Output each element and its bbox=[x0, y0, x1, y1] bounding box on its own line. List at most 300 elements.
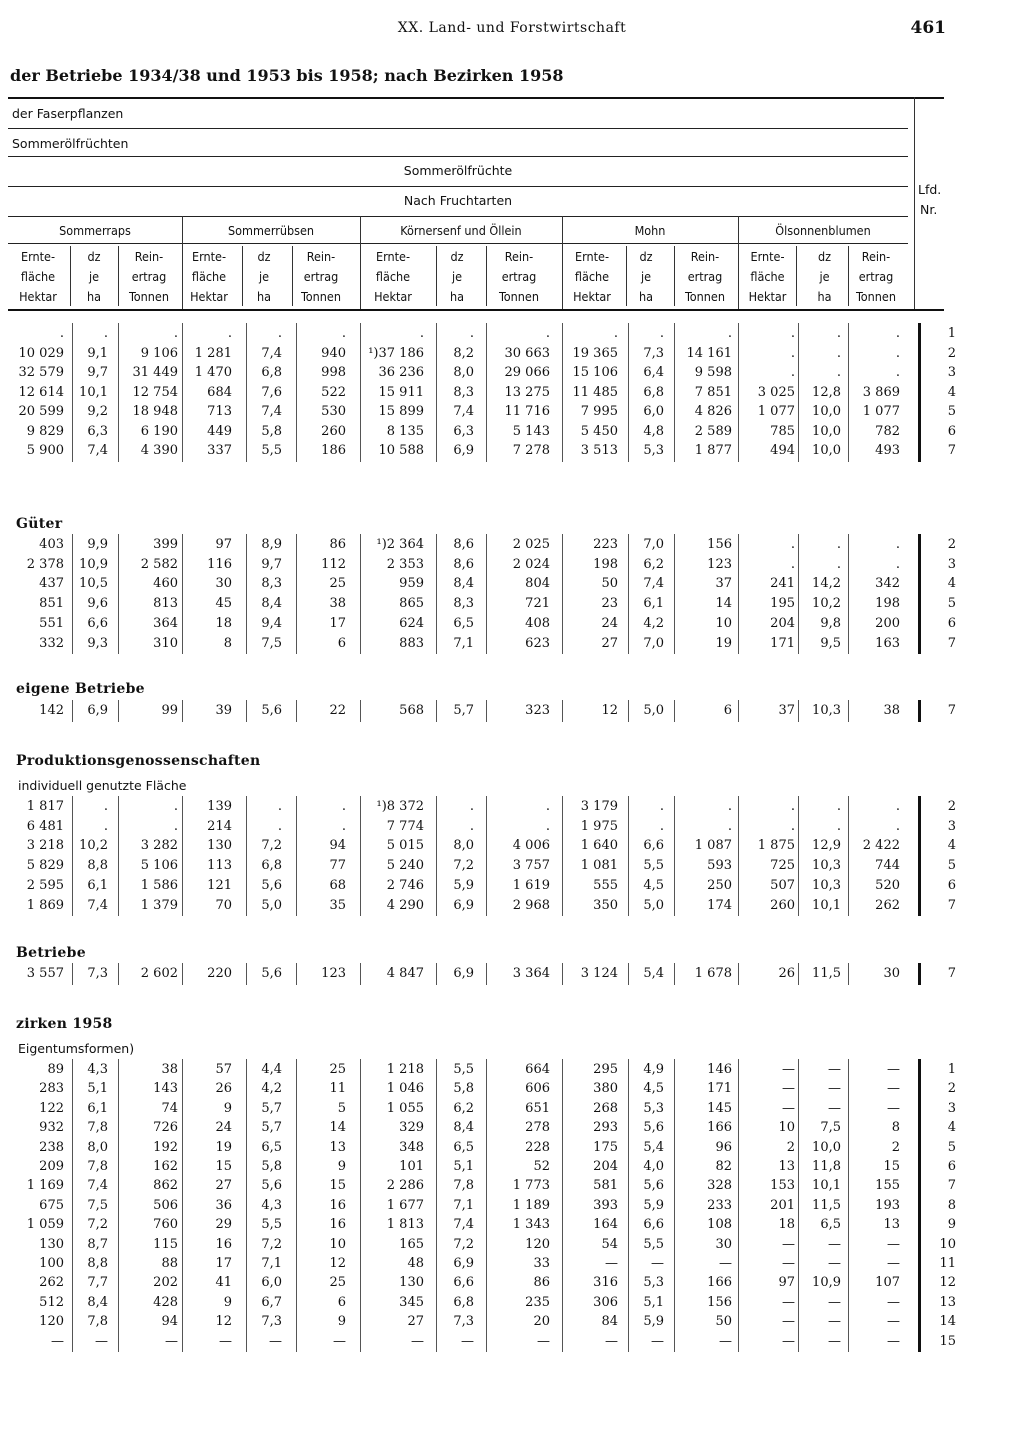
table-cell: 408 bbox=[525, 615, 550, 631]
header-rule bbox=[8, 216, 908, 217]
sub-header-text: Hektar bbox=[19, 289, 57, 304]
table-cell: 4,2 bbox=[261, 1081, 282, 1097]
table-cell: 4,5 bbox=[643, 877, 664, 893]
table-cell: — bbox=[411, 1333, 424, 1349]
table-cell: 6,1 bbox=[87, 1100, 108, 1116]
table-cell: 998 bbox=[321, 365, 346, 380]
table-cell: 130 bbox=[399, 1275, 424, 1291]
table-cell: 29 bbox=[215, 1217, 232, 1233]
row-number: 4 bbox=[947, 1120, 956, 1136]
table-cell: 1 189 bbox=[512, 1197, 550, 1213]
table-cell: 782 bbox=[875, 423, 900, 439]
table-cell: 9 106 bbox=[140, 345, 178, 361]
table-cell: 7,5 bbox=[87, 1197, 108, 1213]
table-cell: . bbox=[103, 326, 108, 341]
table-cell: — bbox=[828, 1081, 841, 1097]
sub-header-text: Hektar bbox=[374, 289, 412, 304]
row-number: 5 bbox=[947, 1139, 956, 1155]
table-cell: 25 bbox=[329, 1062, 346, 1077]
section-subheading: individuell genutzte Fläche bbox=[18, 778, 187, 793]
table-cell: 5,1 bbox=[87, 1081, 108, 1097]
table-cell: 7,3 bbox=[453, 1314, 474, 1330]
page-number: 461 bbox=[910, 18, 946, 38]
table-cell: . bbox=[836, 799, 841, 814]
sub-header-text: fläche bbox=[191, 269, 227, 284]
table-cell: 30 bbox=[215, 576, 232, 592]
row-number: 9 bbox=[947, 1217, 956, 1233]
table-cell: — bbox=[887, 1236, 900, 1252]
table-cell: 12 614 bbox=[18, 384, 64, 400]
table-cell: 70 bbox=[215, 897, 232, 913]
section-heading: eigene Betriebe bbox=[16, 681, 145, 697]
table-cell: 940 bbox=[321, 345, 346, 361]
table-cell: 7,5 bbox=[820, 1120, 841, 1136]
table-cell: 14 161 bbox=[686, 345, 732, 361]
table-cell: 220 bbox=[207, 966, 232, 981]
sub-header-text: ertrag bbox=[687, 269, 723, 284]
table-cell: 130 bbox=[207, 838, 232, 854]
table-cell: 7,6 bbox=[261, 384, 282, 400]
table-cell: 551 bbox=[39, 615, 64, 631]
table-cell: 8,0 bbox=[453, 365, 474, 380]
table-cell: 164 bbox=[593, 1217, 618, 1233]
table-cell: 348 bbox=[399, 1139, 424, 1155]
table-cell: 10,0 bbox=[812, 404, 841, 419]
table-cell: 5,7 bbox=[261, 1100, 282, 1116]
table-cell: 623 bbox=[525, 635, 550, 651]
table-cell: — bbox=[782, 1081, 795, 1097]
sub-header-text: dz bbox=[639, 249, 653, 264]
table-cell: 146 bbox=[707, 1062, 732, 1077]
table-cell: 2 286 bbox=[386, 1178, 424, 1194]
lfd-label: Lfd. bbox=[918, 182, 942, 197]
table-cell: 2 378 bbox=[26, 556, 64, 572]
table-cell: 522 bbox=[321, 384, 346, 400]
table-cell: 163 bbox=[875, 635, 900, 651]
table-cell: 7,4 bbox=[87, 1178, 108, 1194]
table-cell: 12 754 bbox=[132, 384, 178, 400]
table-cell: 3 025 bbox=[757, 384, 795, 400]
sub-header-text: Tonnen bbox=[301, 289, 341, 304]
table-cell: 9,4 bbox=[261, 615, 282, 631]
table-cell: 2 582 bbox=[140, 556, 178, 572]
table-cell: 77 bbox=[329, 858, 346, 874]
sub-header-text: dz bbox=[257, 249, 271, 264]
table-cell: . bbox=[727, 818, 732, 834]
table-cell: 204 bbox=[770, 615, 795, 631]
table-cell: 520 bbox=[875, 877, 900, 893]
table-cell: 25 bbox=[329, 576, 346, 592]
table-cell: 6,2 bbox=[643, 556, 664, 572]
sub-header-text: dz bbox=[450, 249, 464, 264]
table-cell: . bbox=[545, 818, 550, 834]
table-cell: 5,0 bbox=[261, 897, 282, 913]
table-cell: 6,9 bbox=[453, 897, 474, 913]
table-cell: 260 bbox=[770, 897, 795, 913]
table-cell: 4 847 bbox=[386, 966, 424, 981]
table-cell: 1 813 bbox=[386, 1217, 424, 1233]
table-cell: 5,6 bbox=[643, 1120, 664, 1136]
table-cell: 33 bbox=[533, 1256, 550, 1271]
table-cell: 1 077 bbox=[862, 404, 900, 419]
table-cell: 19 bbox=[215, 1139, 232, 1155]
table-cell: . bbox=[419, 326, 424, 341]
table-cell: 8,6 bbox=[453, 556, 474, 572]
table-cell: 10,1 bbox=[79, 384, 108, 400]
sub-header-text: Rein- bbox=[861, 249, 891, 264]
table-cell: . bbox=[469, 818, 474, 834]
row-number: 4 bbox=[947, 384, 956, 400]
table-cell: 460 bbox=[153, 576, 178, 592]
table-cell: 97 bbox=[215, 537, 232, 552]
table-cell: 851 bbox=[39, 596, 64, 612]
table-cell: 238 bbox=[39, 1139, 64, 1155]
table-cell: 228 bbox=[525, 1139, 550, 1155]
table-cell: 7,7 bbox=[87, 1275, 108, 1291]
table-cell: 7,8 bbox=[87, 1159, 108, 1174]
table-cell: — bbox=[269, 1333, 282, 1349]
row-number: 2 bbox=[947, 799, 956, 814]
sub-header-text: fläche bbox=[20, 269, 56, 284]
table-cell: 260 bbox=[321, 423, 346, 439]
table-cell: 89 bbox=[47, 1062, 64, 1077]
sub-header-text: Tonnen bbox=[129, 289, 169, 304]
table-cell: 6,5 bbox=[820, 1217, 841, 1233]
table-cell: 15 106 bbox=[572, 365, 618, 380]
table-cell: 5,9 bbox=[643, 1197, 664, 1213]
table-cell: 295 bbox=[593, 1062, 618, 1077]
table-cell: . bbox=[227, 326, 232, 341]
row-number: 8 bbox=[947, 1197, 956, 1213]
sub-header-text: je bbox=[451, 269, 463, 284]
table-cell: 116 bbox=[207, 556, 232, 572]
table-cell: . bbox=[836, 345, 841, 361]
table-cell: 4,4 bbox=[261, 1062, 282, 1077]
table-cell: 186 bbox=[321, 443, 346, 458]
table-cell: 332 bbox=[39, 635, 64, 651]
table-cell: 6,1 bbox=[643, 596, 664, 612]
table-cell: 5,6 bbox=[261, 703, 282, 718]
table-cell: 7,4 bbox=[261, 345, 282, 361]
table-cell: 9 829 bbox=[26, 423, 64, 439]
table-cell: 38 bbox=[883, 703, 900, 718]
table-cell: — bbox=[782, 1314, 795, 1330]
table-cell: 5 240 bbox=[386, 858, 424, 874]
table-cell: 7 774 bbox=[386, 818, 424, 834]
table-cell: 20 599 bbox=[18, 404, 64, 419]
crop-group-header: Ölsonnenblumen bbox=[775, 223, 871, 238]
table-cell: 1 619 bbox=[512, 877, 550, 893]
sub-header-text: Tonnen bbox=[685, 289, 725, 304]
table-cell: 7,3 bbox=[643, 345, 664, 361]
table-cell: 1 975 bbox=[580, 818, 618, 834]
table-cell: — bbox=[887, 1333, 900, 1349]
table-cell: 27 bbox=[601, 635, 618, 651]
table-cell: 5,5 bbox=[643, 1236, 664, 1252]
table-cell: — bbox=[537, 1333, 550, 1349]
sub-header-text: je bbox=[819, 269, 830, 284]
table-cell: . bbox=[836, 818, 841, 834]
table-cell: 713 bbox=[207, 404, 232, 419]
table-cell: 235 bbox=[525, 1294, 550, 1310]
table-cell: 143 bbox=[153, 1081, 178, 1097]
table-cell: 18 bbox=[215, 615, 232, 631]
table-cell: 1 817 bbox=[26, 799, 64, 814]
table-cell: 4,9 bbox=[643, 1062, 664, 1077]
table-cell: 437 bbox=[39, 576, 64, 592]
table-cell: 6,6 bbox=[643, 838, 664, 854]
table-cell: 201 bbox=[770, 1197, 795, 1213]
table-cell: 120 bbox=[525, 1236, 550, 1252]
table-cell: 192 bbox=[153, 1139, 178, 1155]
sub-header-text: fläche bbox=[750, 269, 785, 284]
table-cell: 2 602 bbox=[140, 966, 178, 981]
table-cell: 6,8 bbox=[261, 365, 282, 380]
table-cell: 1 875 bbox=[757, 838, 795, 854]
table-cell: 6,8 bbox=[453, 1294, 474, 1310]
table-cell: 101 bbox=[399, 1159, 424, 1174]
crop-group-header: Sommerraps bbox=[59, 223, 131, 238]
table-cell: 7,1 bbox=[453, 635, 474, 651]
table-cell: 1 470 bbox=[194, 365, 232, 380]
table-cell: 8,6 bbox=[453, 537, 474, 552]
table-cell: 8 bbox=[891, 1120, 900, 1136]
table-cell: 494 bbox=[770, 443, 795, 458]
sub-header-text: dz bbox=[817, 249, 832, 264]
sub-header-text: ha bbox=[256, 289, 272, 304]
table-cell: 13 bbox=[883, 1217, 900, 1233]
sub-header-text: Ernte- bbox=[574, 249, 610, 264]
table-cell: — bbox=[782, 1236, 795, 1252]
table-cell: 8,8 bbox=[87, 858, 108, 874]
table-cell: 10,2 bbox=[79, 838, 108, 854]
table-cell: 9 bbox=[223, 1294, 232, 1310]
table-cell: 7,4 bbox=[87, 443, 108, 458]
table-cell: 14,2 bbox=[812, 576, 841, 592]
table-cell: 5,3 bbox=[643, 1275, 664, 1291]
table-cell: — bbox=[719, 1256, 732, 1271]
table-cell: 4 006 bbox=[512, 838, 550, 854]
table-cell: 10,5 bbox=[79, 576, 108, 592]
table-cell: . bbox=[790, 365, 795, 380]
table-cell: 3 869 bbox=[862, 384, 900, 400]
table-cell: 6 190 bbox=[140, 423, 178, 439]
table-cell: 3 218 bbox=[26, 838, 64, 854]
table-cell: 4,3 bbox=[261, 1197, 282, 1213]
table-cell: . bbox=[103, 818, 108, 834]
summer-oil-crop-label: Sommerölfrüchte bbox=[403, 163, 513, 178]
table-cell: 23 bbox=[601, 596, 618, 612]
table-cell: 428 bbox=[153, 1294, 178, 1310]
table-cell: 4,0 bbox=[643, 1159, 664, 1174]
table-cell: 10 588 bbox=[378, 443, 424, 458]
table-cell: . bbox=[103, 799, 108, 814]
table-cell: — bbox=[605, 1333, 618, 1349]
row-number: 5 bbox=[947, 596, 956, 612]
table-cell: 380 bbox=[593, 1081, 618, 1097]
table-cell: . bbox=[173, 799, 178, 814]
row-number: 7 bbox=[947, 897, 956, 913]
table-cell: 17 bbox=[329, 615, 346, 631]
table-cell: 2 025 bbox=[512, 537, 550, 552]
row-number: 11 bbox=[939, 1256, 956, 1271]
table-cell: . bbox=[895, 326, 900, 341]
table-cell: 5,3 bbox=[643, 443, 664, 458]
table-cell: 7,3 bbox=[261, 1314, 282, 1330]
table-cell: 233 bbox=[707, 1197, 732, 1213]
table-cell: 16 bbox=[329, 1217, 346, 1233]
sub-header-text: je bbox=[640, 269, 652, 284]
table-cell: 7,2 bbox=[87, 1217, 108, 1233]
table-cell: 11,5 bbox=[812, 966, 841, 981]
table-cell: . bbox=[59, 326, 64, 341]
table-cell: 195 bbox=[770, 596, 795, 612]
table-cell: 5 143 bbox=[512, 423, 550, 439]
header-bottom-rule bbox=[8, 309, 944, 311]
table-cell: 5,6 bbox=[261, 966, 282, 981]
table-cell: 198 bbox=[875, 596, 900, 612]
table-cell: 32 579 bbox=[18, 365, 64, 380]
table-cell: 7,4 bbox=[261, 404, 282, 419]
sub-header-text: Tonnen bbox=[499, 289, 539, 304]
sub-header-text: ertrag bbox=[303, 269, 339, 284]
section-subheading: Eigentumsformen) bbox=[18, 1041, 135, 1056]
table-cell: 10,0 bbox=[812, 443, 841, 458]
table-cell: 15 bbox=[883, 1159, 900, 1174]
table-cell: 8,0 bbox=[453, 838, 474, 854]
table-cell: . bbox=[836, 365, 841, 380]
table-cell: . bbox=[173, 818, 178, 834]
table-cell: 8,3 bbox=[453, 384, 474, 400]
table-cell: 329 bbox=[399, 1120, 424, 1136]
table-cell: ¹)8 372 bbox=[376, 799, 424, 814]
table-cell: . bbox=[727, 799, 732, 814]
table-cell: 3 513 bbox=[580, 443, 618, 458]
table-cell: 283 bbox=[39, 1081, 64, 1097]
table-cell: 25 bbox=[329, 1275, 346, 1291]
table-cell: . bbox=[659, 326, 664, 341]
table-cell: 813 bbox=[153, 596, 178, 612]
table-cell: 5,8 bbox=[261, 423, 282, 439]
table-cell: 7,8 bbox=[87, 1314, 108, 1330]
table-cell: 6,9 bbox=[453, 966, 474, 981]
table-cell: — bbox=[651, 1333, 664, 1349]
table-cell: 512 bbox=[39, 1294, 64, 1310]
table-cell: 10,9 bbox=[812, 1275, 841, 1291]
table-cell: 6,2 bbox=[453, 1100, 474, 1116]
table-cell: 624 bbox=[399, 615, 424, 631]
table-cell: 6 bbox=[723, 703, 732, 718]
table-cell: 39 bbox=[215, 703, 232, 718]
table-cell: . bbox=[469, 799, 474, 814]
table-cell: 200 bbox=[875, 615, 900, 631]
table-cell: 12 bbox=[601, 703, 618, 718]
table-cell: 193 bbox=[875, 1197, 900, 1213]
table-cell: — bbox=[782, 1256, 795, 1271]
table-cell: — bbox=[782, 1100, 795, 1116]
table-cell: 30 bbox=[883, 966, 900, 981]
table-cell: 1 059 bbox=[26, 1217, 64, 1233]
table-cell: 6 bbox=[337, 635, 346, 651]
sub-header-text: Rein- bbox=[504, 249, 534, 264]
table-cell: — bbox=[887, 1256, 900, 1271]
table-cell: 14 bbox=[329, 1120, 346, 1136]
table-cell: 19 bbox=[715, 635, 732, 651]
table-cell: 16 bbox=[215, 1236, 232, 1252]
table-cell: . bbox=[341, 818, 346, 834]
header-rule bbox=[8, 156, 908, 157]
table-cell: — bbox=[828, 1294, 841, 1310]
table-cell: — bbox=[719, 1333, 732, 1349]
table-cell: 100 bbox=[39, 1256, 64, 1271]
section-heading: Produktionsgenossenschaften bbox=[16, 753, 261, 769]
table-cell: 449 bbox=[207, 423, 232, 439]
table-cell: . bbox=[895, 556, 900, 572]
sub-header-text: Hektar bbox=[573, 289, 611, 304]
summer-oil-crops-label: Sommerölfrüchten bbox=[12, 136, 129, 151]
table-cell: 8,3 bbox=[261, 576, 282, 592]
table-cell: 10,3 bbox=[812, 858, 841, 874]
table-cell: 9,7 bbox=[261, 556, 282, 572]
table-cell: . bbox=[613, 326, 618, 341]
table-cell: 86 bbox=[533, 1275, 550, 1291]
table-cell: 4,5 bbox=[643, 1081, 664, 1097]
table-cell: 5,7 bbox=[261, 1120, 282, 1136]
table-cell: 22 bbox=[329, 703, 346, 718]
table-cell: 393 bbox=[593, 1197, 618, 1213]
table-cell: 5,8 bbox=[261, 1159, 282, 1174]
table-cell: 568 bbox=[399, 703, 424, 718]
sub-header-text: dz bbox=[87, 249, 101, 264]
table-cell: 36 236 bbox=[378, 365, 424, 380]
table-cell: 11 bbox=[329, 1081, 346, 1097]
table-cell: . bbox=[790, 556, 795, 572]
table-cell: 3 757 bbox=[512, 858, 550, 874]
table-cell: 8,0 bbox=[87, 1139, 108, 1155]
table-cell: 6,8 bbox=[261, 858, 282, 874]
table-cell: ¹)37 186 bbox=[368, 345, 424, 361]
table-cell: 8,2 bbox=[453, 345, 474, 361]
table-cell: 166 bbox=[707, 1275, 732, 1291]
table-cell: 5 829 bbox=[26, 858, 64, 874]
table-cell: 9,8 bbox=[820, 615, 841, 631]
row-number: 4 bbox=[947, 576, 956, 592]
table-cell: 1 087 bbox=[694, 838, 732, 854]
table-cell: 581 bbox=[593, 1178, 618, 1194]
sub-header-text: fläche bbox=[574, 269, 610, 284]
table-cell: 316 bbox=[593, 1275, 618, 1291]
table-cell: 29 066 bbox=[504, 365, 550, 380]
table-cell: 684 bbox=[207, 384, 232, 400]
table-cell: 10,1 bbox=[812, 897, 841, 913]
table-cell: . bbox=[836, 326, 841, 341]
table-cell: . bbox=[545, 326, 550, 341]
table-cell: 19 365 bbox=[572, 345, 618, 361]
table-cell: 6,3 bbox=[87, 423, 108, 439]
table-cell: 36 bbox=[215, 1197, 232, 1213]
table-cell: 1 869 bbox=[26, 897, 64, 913]
sub-header-text: Ernte- bbox=[750, 249, 785, 264]
table-cell: 31 449 bbox=[132, 365, 178, 380]
table-cell: 5,5 bbox=[261, 1217, 282, 1233]
table-cell: — bbox=[782, 1294, 795, 1310]
table-cell: 9,3 bbox=[87, 635, 108, 651]
table-cell: 3 282 bbox=[140, 838, 178, 854]
table-cell: 4,2 bbox=[643, 615, 664, 631]
table-cell: 10,9 bbox=[79, 556, 108, 572]
table-cell: 8,4 bbox=[261, 596, 282, 612]
table-cell: . bbox=[790, 345, 795, 361]
